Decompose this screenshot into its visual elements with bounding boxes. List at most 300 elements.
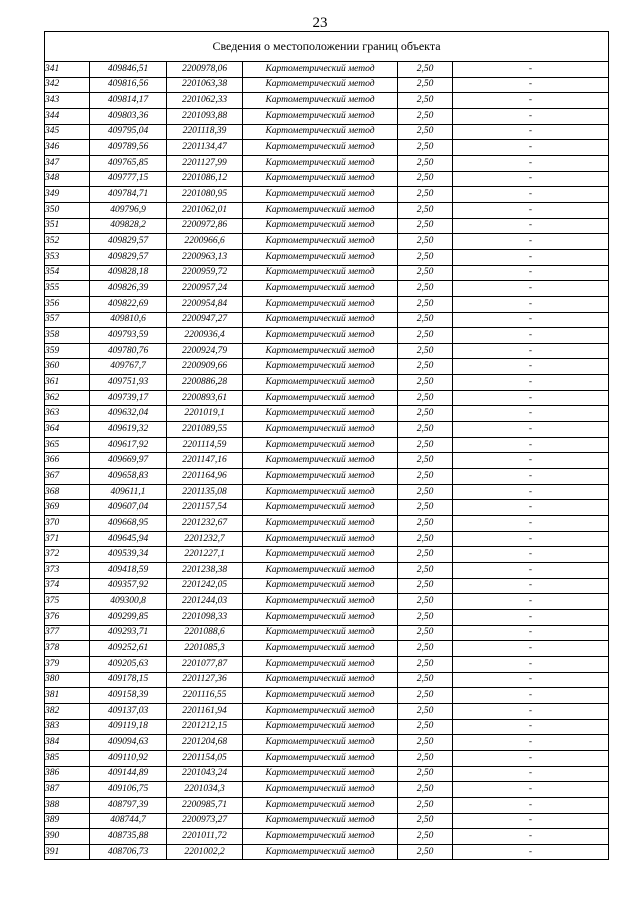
accuracy-cell: 2,50 [398, 359, 453, 375]
x-coordinate-cell: 409617,92 [90, 437, 167, 453]
method-cell: Картометрический метод [243, 249, 398, 265]
table-row [45, 390, 609, 406]
y-coordinate-cell: 2200985,71 [167, 797, 243, 813]
description-cell: - [453, 531, 609, 547]
accuracy-cell: 2,50 [398, 641, 453, 657]
accuracy-cell: 2,50 [398, 688, 453, 704]
y-coordinate-cell: 2200936,4 [167, 328, 243, 344]
description-cell: - [453, 343, 609, 359]
point-number-cell: 378 [45, 641, 90, 657]
point-number-cell: 349 [45, 187, 90, 203]
point-number-cell: 391 [45, 844, 90, 860]
method-cell: Картометрический метод [243, 500, 398, 516]
point-number-cell: 352 [45, 234, 90, 250]
method-cell: Картометрический метод [243, 813, 398, 829]
point-number-cell: 383 [45, 719, 90, 735]
method-cell: Картометрический метод [243, 62, 398, 78]
point-number-cell: 341 [45, 62, 90, 78]
table-row [45, 594, 609, 610]
method-cell: Картометрический метод [243, 782, 398, 798]
table-row [45, 155, 609, 171]
y-coordinate-cell: 2201043,24 [167, 766, 243, 782]
table-row [45, 124, 609, 140]
y-coordinate-cell: 2200957,24 [167, 281, 243, 297]
table-row [45, 813, 609, 829]
method-cell: Картометрический метод [243, 688, 398, 704]
x-coordinate-cell: 409144,89 [90, 766, 167, 782]
table-title: Сведения о местоположении границ объекта [45, 32, 609, 62]
description-cell: - [453, 359, 609, 375]
y-coordinate-cell: 2201227,1 [167, 547, 243, 563]
method-cell: Картометрический метод [243, 171, 398, 187]
accuracy-cell: 2,50 [398, 375, 453, 391]
table-row [45, 484, 609, 500]
y-coordinate-cell: 2201002,2 [167, 844, 243, 860]
description-cell: - [453, 77, 609, 93]
table-row [45, 844, 609, 860]
description-cell: - [453, 750, 609, 766]
y-coordinate-cell: 2201161,94 [167, 703, 243, 719]
x-coordinate-cell: 409816,56 [90, 77, 167, 93]
accuracy-cell: 2,50 [398, 171, 453, 187]
y-coordinate-cell: 2201089,55 [167, 422, 243, 438]
point-number-cell: 353 [45, 249, 90, 265]
description-cell: - [453, 578, 609, 594]
method-cell: Картометрический метод [243, 77, 398, 93]
accuracy-cell: 2,50 [398, 202, 453, 218]
point-number-cell: 385 [45, 750, 90, 766]
table-row [45, 563, 609, 579]
x-coordinate-cell: 409094,63 [90, 735, 167, 751]
table-row [45, 108, 609, 124]
table-title-row [45, 32, 609, 62]
table-row [45, 656, 609, 672]
method-cell: Картометрический метод [243, 703, 398, 719]
accuracy-cell: 2,50 [398, 265, 453, 281]
method-cell: Картометрический метод [243, 390, 398, 406]
point-number-cell: 344 [45, 108, 90, 124]
accuracy-cell: 2,50 [398, 766, 453, 782]
x-coordinate-cell: 409803,36 [90, 108, 167, 124]
description-cell: - [453, 437, 609, 453]
point-number-cell: 362 [45, 390, 90, 406]
page-number: 23 [312, 15, 328, 31]
x-coordinate-cell: 409619,32 [90, 422, 167, 438]
x-coordinate-cell: 408735,88 [90, 829, 167, 845]
method-cell: Картометрический метод [243, 312, 398, 328]
y-coordinate-cell: 2201116,55 [167, 688, 243, 704]
x-coordinate-cell: 409611,1 [90, 484, 167, 500]
y-coordinate-cell: 2200954,84 [167, 296, 243, 312]
x-coordinate-cell: 409658,83 [90, 469, 167, 485]
accuracy-cell: 2,50 [398, 249, 453, 265]
accuracy-cell: 2,50 [398, 140, 453, 156]
accuracy-cell: 2,50 [398, 296, 453, 312]
point-number-cell: 374 [45, 578, 90, 594]
table-row [45, 469, 609, 485]
x-coordinate-cell: 409739,17 [90, 390, 167, 406]
point-number-cell: 386 [45, 766, 90, 782]
y-coordinate-cell: 2200959,72 [167, 265, 243, 281]
accuracy-cell: 2,50 [398, 719, 453, 735]
description-cell: - [453, 124, 609, 140]
method-cell: Картометрический метод [243, 281, 398, 297]
point-number-cell: 379 [45, 656, 90, 672]
method-cell: Картометрический метод [243, 641, 398, 657]
description-cell: - [453, 766, 609, 782]
point-number-cell: 376 [45, 609, 90, 625]
table-row [45, 547, 609, 563]
y-coordinate-cell: 2200973,27 [167, 813, 243, 829]
table-row [45, 531, 609, 547]
method-cell: Картометрический метод [243, 108, 398, 124]
method-cell: Картометрический метод [243, 750, 398, 766]
accuracy-cell: 2,50 [398, 187, 453, 203]
description-cell: - [453, 813, 609, 829]
method-cell: Картометрический метод [243, 469, 398, 485]
description-cell: - [453, 641, 609, 657]
description-cell: - [453, 296, 609, 312]
accuracy-cell: 2,50 [398, 62, 453, 78]
accuracy-cell: 2,50 [398, 703, 453, 719]
description-cell: - [453, 281, 609, 297]
description-cell: - [453, 108, 609, 124]
y-coordinate-cell: 2200966,6 [167, 234, 243, 250]
accuracy-cell: 2,50 [398, 735, 453, 751]
accuracy-cell: 2,50 [398, 406, 453, 422]
x-coordinate-cell: 409751,93 [90, 375, 167, 391]
point-number-cell: 388 [45, 797, 90, 813]
description-cell: - [453, 218, 609, 234]
accuracy-cell: 2,50 [398, 672, 453, 688]
description-cell: - [453, 234, 609, 250]
method-cell: Картометрический метод [243, 93, 398, 109]
x-coordinate-cell: 409780,76 [90, 343, 167, 359]
table-row [45, 782, 609, 798]
y-coordinate-cell: 2201086,12 [167, 171, 243, 187]
point-number-cell: 387 [45, 782, 90, 798]
accuracy-cell: 2,50 [398, 77, 453, 93]
point-number-cell: 355 [45, 281, 90, 297]
table-row [45, 234, 609, 250]
table-row [45, 578, 609, 594]
description-cell: - [453, 469, 609, 485]
y-coordinate-cell: 2201098,33 [167, 609, 243, 625]
method-cell: Картометрический метод [243, 844, 398, 860]
description-cell: - [453, 375, 609, 391]
x-coordinate-cell: 409299,85 [90, 609, 167, 625]
y-coordinate-cell: 2201147,16 [167, 453, 243, 469]
method-cell: Картометрический метод [243, 422, 398, 438]
table-row [45, 93, 609, 109]
table-row [45, 641, 609, 657]
x-coordinate-cell: 409784,71 [90, 187, 167, 203]
description-cell: - [453, 390, 609, 406]
x-coordinate-cell: 409669,97 [90, 453, 167, 469]
x-coordinate-cell: 409539,34 [90, 547, 167, 563]
method-cell: Картометрический метод [243, 563, 398, 579]
point-number-cell: 357 [45, 312, 90, 328]
x-coordinate-cell: 409765,85 [90, 155, 167, 171]
point-number-cell: 377 [45, 625, 90, 641]
method-cell: Картометрический метод [243, 375, 398, 391]
y-coordinate-cell: 2201157,54 [167, 500, 243, 516]
method-cell: Картометрический метод [243, 594, 398, 610]
description-cell: - [453, 265, 609, 281]
y-coordinate-cell: 2201232,7 [167, 531, 243, 547]
description-cell: - [453, 187, 609, 203]
x-coordinate-cell: 409300,8 [90, 594, 167, 610]
x-coordinate-cell: 409829,57 [90, 249, 167, 265]
table-row [45, 296, 609, 312]
y-coordinate-cell: 2201077,87 [167, 656, 243, 672]
table-row [45, 406, 609, 422]
description-cell: - [453, 688, 609, 704]
x-coordinate-cell: 409418,59 [90, 563, 167, 579]
y-coordinate-cell: 2201063,38 [167, 77, 243, 93]
x-coordinate-cell: 409110,92 [90, 750, 167, 766]
x-coordinate-cell: 409828,18 [90, 265, 167, 281]
x-coordinate-cell: 409789,56 [90, 140, 167, 156]
y-coordinate-cell: 2200909,66 [167, 359, 243, 375]
y-coordinate-cell: 2201062,01 [167, 202, 243, 218]
accuracy-cell: 2,50 [398, 93, 453, 109]
table-row [45, 202, 609, 218]
x-coordinate-cell: 409795,04 [90, 124, 167, 140]
table-row [45, 281, 609, 297]
accuracy-cell: 2,50 [398, 281, 453, 297]
y-coordinate-cell: 2201118,39 [167, 124, 243, 140]
description-cell: - [453, 171, 609, 187]
table-row [45, 829, 609, 845]
method-cell: Картометрический метод [243, 140, 398, 156]
accuracy-cell: 2,50 [398, 547, 453, 563]
x-coordinate-cell: 409158,39 [90, 688, 167, 704]
table-row [45, 688, 609, 704]
point-number-cell: 351 [45, 218, 90, 234]
method-cell: Картометрический метод [243, 609, 398, 625]
method-cell: Картометрический метод [243, 829, 398, 845]
description-cell: - [453, 719, 609, 735]
accuracy-cell: 2,50 [398, 422, 453, 438]
point-number-cell: 348 [45, 171, 90, 187]
method-cell: Картометрический метод [243, 437, 398, 453]
y-coordinate-cell: 2201134,47 [167, 140, 243, 156]
point-number-cell: 342 [45, 77, 90, 93]
accuracy-cell: 2,50 [398, 844, 453, 860]
description-cell: - [453, 563, 609, 579]
method-cell: Картометрический метод [243, 484, 398, 500]
accuracy-cell: 2,50 [398, 343, 453, 359]
x-coordinate-cell: 409810,6 [90, 312, 167, 328]
accuracy-cell: 2,50 [398, 124, 453, 140]
point-number-cell: 364 [45, 422, 90, 438]
y-coordinate-cell: 2201127,99 [167, 155, 243, 171]
table-row [45, 77, 609, 93]
table-row [45, 719, 609, 735]
description-cell: - [453, 453, 609, 469]
point-number-cell: 384 [45, 735, 90, 751]
description-cell: - [453, 484, 609, 500]
x-coordinate-cell: 409645,94 [90, 531, 167, 547]
point-number-cell: 389 [45, 813, 90, 829]
accuracy-cell: 2,50 [398, 531, 453, 547]
table-row [45, 500, 609, 516]
table-row [45, 672, 609, 688]
table-row [45, 249, 609, 265]
x-coordinate-cell: 408797,39 [90, 797, 167, 813]
point-number-cell: 382 [45, 703, 90, 719]
y-coordinate-cell: 2201164,96 [167, 469, 243, 485]
method-cell: Картометрический метод [243, 296, 398, 312]
method-cell: Картометрический метод [243, 234, 398, 250]
y-coordinate-cell: 2201232,67 [167, 516, 243, 532]
table-row [45, 437, 609, 453]
y-coordinate-cell: 2200963,13 [167, 249, 243, 265]
description-cell: - [453, 625, 609, 641]
description-cell: - [453, 547, 609, 563]
accuracy-cell: 2,50 [398, 563, 453, 579]
y-coordinate-cell: 2201242,05 [167, 578, 243, 594]
description-cell: - [453, 500, 609, 516]
table-row [45, 609, 609, 625]
point-number-cell: 346 [45, 140, 90, 156]
description-cell: - [453, 249, 609, 265]
description-cell: - [453, 312, 609, 328]
method-cell: Картометрический метод [243, 578, 398, 594]
table-row [45, 735, 609, 751]
description-cell: - [453, 62, 609, 78]
y-coordinate-cell: 2201085,3 [167, 641, 243, 657]
description-cell: - [453, 782, 609, 798]
x-coordinate-cell: 409632,04 [90, 406, 167, 422]
table-row [45, 750, 609, 766]
method-cell: Картометрический метод [243, 265, 398, 281]
y-coordinate-cell: 2201127,36 [167, 672, 243, 688]
point-number-cell: 390 [45, 829, 90, 845]
point-number-cell: 360 [45, 359, 90, 375]
description-cell: - [453, 609, 609, 625]
x-coordinate-cell: 409767,7 [90, 359, 167, 375]
table-row [45, 516, 609, 532]
accuracy-cell: 2,50 [398, 234, 453, 250]
method-cell: Картометрический метод [243, 187, 398, 203]
method-cell: Картометрический метод [243, 124, 398, 140]
y-coordinate-cell: 2201244,03 [167, 594, 243, 610]
x-coordinate-cell: 409357,92 [90, 578, 167, 594]
table-row [45, 62, 609, 78]
x-coordinate-cell: 408744,7 [90, 813, 167, 829]
point-number-cell: 368 [45, 484, 90, 500]
y-coordinate-cell: 2201154,05 [167, 750, 243, 766]
point-number-cell: 358 [45, 328, 90, 344]
y-coordinate-cell: 2201238,38 [167, 563, 243, 579]
y-coordinate-cell: 2201088,6 [167, 625, 243, 641]
x-coordinate-cell: 409137,03 [90, 703, 167, 719]
table-row [45, 422, 609, 438]
y-coordinate-cell: 2200978,06 [167, 62, 243, 78]
point-number-cell: 354 [45, 265, 90, 281]
y-coordinate-cell: 2201034,3 [167, 782, 243, 798]
accuracy-cell: 2,50 [398, 656, 453, 672]
description-cell: - [453, 516, 609, 532]
description-cell: - [453, 422, 609, 438]
x-coordinate-cell: 409205,63 [90, 656, 167, 672]
y-coordinate-cell: 2201093,88 [167, 108, 243, 124]
method-cell: Картометрический метод [243, 656, 398, 672]
y-coordinate-cell: 2200893,61 [167, 390, 243, 406]
point-number-cell: 347 [45, 155, 90, 171]
table-body [45, 62, 609, 860]
point-number-cell: 361 [45, 375, 90, 391]
boundary-coordinates-table [44, 31, 609, 860]
table-row [45, 218, 609, 234]
accuracy-cell: 2,50 [398, 516, 453, 532]
point-number-cell: 375 [45, 594, 90, 610]
description-cell: - [453, 155, 609, 171]
point-number-cell: 380 [45, 672, 90, 688]
point-number-cell: 365 [45, 437, 90, 453]
x-coordinate-cell: 409814,17 [90, 93, 167, 109]
y-coordinate-cell: 2201114,59 [167, 437, 243, 453]
method-cell: Картометрический метод [243, 516, 398, 532]
x-coordinate-cell: 409796,9 [90, 202, 167, 218]
description-cell: - [453, 656, 609, 672]
y-coordinate-cell: 2201080,95 [167, 187, 243, 203]
x-coordinate-cell: 409793,59 [90, 328, 167, 344]
point-number-cell: 367 [45, 469, 90, 485]
description-cell: - [453, 703, 609, 719]
accuracy-cell: 2,50 [398, 813, 453, 829]
accuracy-cell: 2,50 [398, 155, 453, 171]
x-coordinate-cell: 409822,69 [90, 296, 167, 312]
accuracy-cell: 2,50 [398, 625, 453, 641]
point-number-cell: 366 [45, 453, 90, 469]
method-cell: Картометрический метод [243, 155, 398, 171]
accuracy-cell: 2,50 [398, 829, 453, 845]
accuracy-cell: 2,50 [398, 108, 453, 124]
accuracy-cell: 2,50 [398, 594, 453, 610]
point-number-cell: 343 [45, 93, 90, 109]
table-row [45, 187, 609, 203]
x-coordinate-cell: 409293,71 [90, 625, 167, 641]
description-cell: - [453, 406, 609, 422]
x-coordinate-cell: 409119,18 [90, 719, 167, 735]
accuracy-cell: 2,50 [398, 797, 453, 813]
accuracy-cell: 2,50 [398, 484, 453, 500]
description-cell: - [453, 844, 609, 860]
method-cell: Картометрический метод [243, 735, 398, 751]
x-coordinate-cell: 409252,61 [90, 641, 167, 657]
x-coordinate-cell: 408706,73 [90, 844, 167, 860]
y-coordinate-cell: 2201019,1 [167, 406, 243, 422]
method-cell: Картометрический метод [243, 797, 398, 813]
method-cell: Картометрический метод [243, 453, 398, 469]
accuracy-cell: 2,50 [398, 390, 453, 406]
y-coordinate-cell: 2201204,68 [167, 735, 243, 751]
table-row [45, 328, 609, 344]
method-cell: Картометрический метод [243, 766, 398, 782]
point-number-cell: 356 [45, 296, 90, 312]
description-cell: - [453, 328, 609, 344]
point-number-cell: 359 [45, 343, 90, 359]
table-row [45, 171, 609, 187]
y-coordinate-cell: 2201135,08 [167, 484, 243, 500]
description-cell: - [453, 93, 609, 109]
description-cell: - [453, 735, 609, 751]
accuracy-cell: 2,50 [398, 578, 453, 594]
point-number-cell: 370 [45, 516, 90, 532]
